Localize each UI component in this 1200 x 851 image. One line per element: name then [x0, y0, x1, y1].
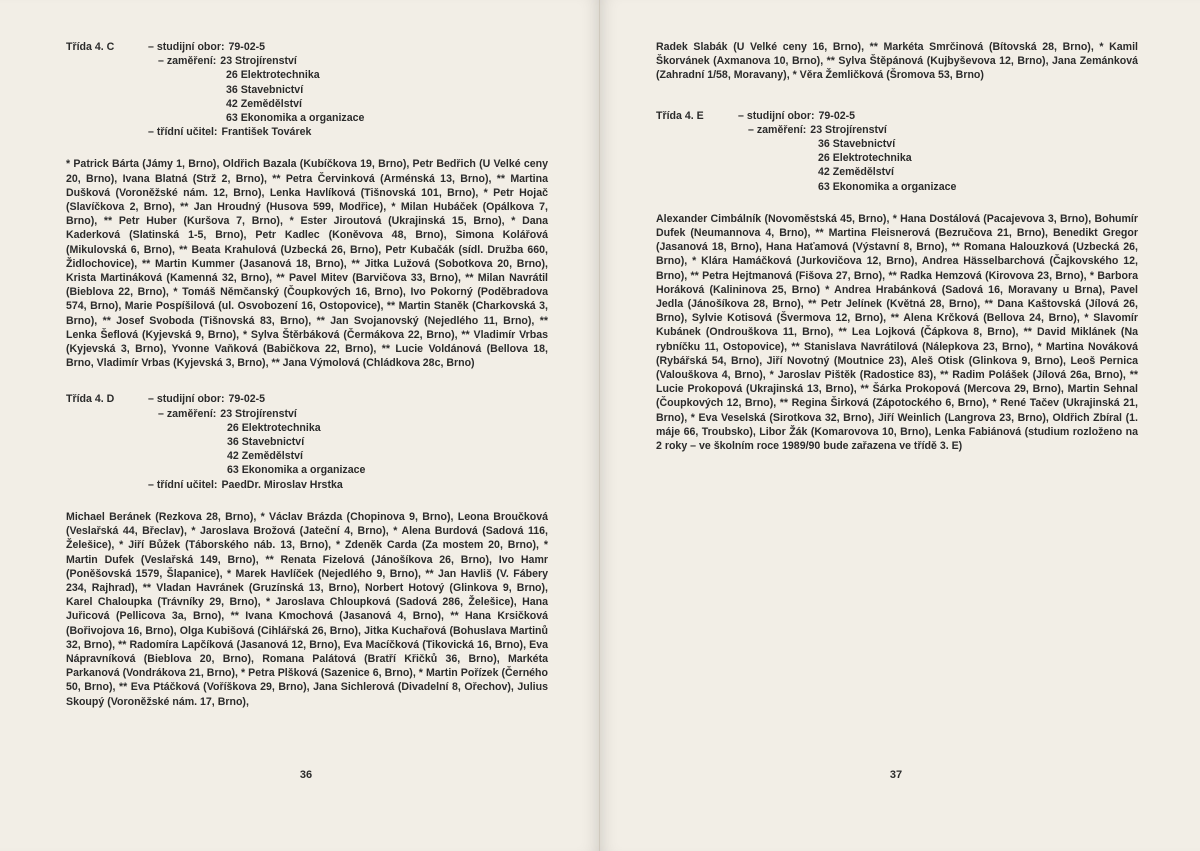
zamereni-row	[148, 407, 548, 421]
zamereni-key: – zaměření:	[748, 123, 807, 136]
obor-key: – studijní obor:	[148, 393, 225, 406]
ucitel-value: PaedDr. Miroslav Hrstka	[221, 478, 343, 491]
zamereni-value-2: 26 Elektrotechnika	[226, 69, 320, 82]
zamereni-value-5: 63 Ekonomika a organizace	[818, 180, 957, 193]
zamereni-key: – zaměření:	[158, 407, 217, 420]
zamereni-value-4: 42 Zemědělství	[227, 450, 303, 463]
obor-value: 79-02-5	[228, 41, 266, 53]
right-page	[600, 0, 1200, 851]
zamereni-key: – zaměření:	[158, 55, 217, 68]
obor-row	[148, 40, 548, 54]
obor-row	[738, 109, 1138, 123]
left-page-content	[66, 40, 548, 731]
zamereni-value-3: 26 Elektrotechnika	[818, 152, 912, 165]
right-page-content	[656, 40, 1138, 475]
class-4c-header	[66, 40, 548, 139]
zamereni-value-5: 63 Ekonomika a organizace	[226, 112, 365, 125]
zamereni-value-4: 42 Zemědělství	[226, 97, 302, 110]
ucitel-key: – třídní učitel:	[148, 478, 218, 491]
page-number: 36	[299, 769, 313, 781]
class-4d-student-list: Michael Beránek (Rezkova 28, Brno), * Václav Brázda (Chopinova 9, Brno), Leona Broučková (Veslařská 44, Břeclav), * Jaroslava Brožová (Jateční 4, Brno), * Alena Burdová (Sadová 116, Želešice), * Jiří Bůžek (Táborského náb. 13, Brno), * Zdeněk Carda (Za mostem 20, Brno), * Martin Dufek (Veslařská 149, Brno), ** Renata Fizelová (Jánošíkova 26, Brno), Ivo Hamr (Poněšovská 1579, Šlapanice), * Marek Havlíček (Nejedlého 9, Brno), ** Jan Havliš (V. Fábery 234, Rajhrad), ** Vladan Havránek (Gruzínská 13, Brno), Norbert Hotový (Glinkova 9, Brno), Karel Chaloupka (Trávníky 29, Brno), * Jaroslava Chloupková (Sadová 286, Želešice), Hana Juřicová (Pellicova 3a, Brno), ** Ivana Kmochová (Jasanová 4, Brno), ** Hana Krsičková (Bořivojova 16, Brno), Olga Kubišová (Cihlářská 26, Brno), Jitka Kuchařová (Bohuslava Martinů 32, Brno), ** Radomíra Lapčíková (Jasanová 12, Brno), Eva Macíčková (Tikovická 16, Brno), Eva Nápravníková (Bieblova 20, Brno), Romana Palátová (Bratří Křičků 36, Brno), Markéta Parkanová (Vondrákova 21, Brno), * Petra Plšková (Sazenice 6, Brno), * Martin Pořízek (Černého 50, Brno), ** Eva Ptáčková (Voříškova 29, Brno), Jana Sichlerová (Divadelní 8, Ořechov), Julius Skoupý (Voroněžské nám. 17, Brno),	[66, 510, 548, 708]
zamereni-value-2: 36 Stavebnictví	[818, 138, 896, 151]
zamereni-value-1: 23 Strojírenství	[810, 123, 887, 136]
class-4e-label: Třída 4. E	[656, 109, 704, 122]
class-4c-student-list: * Patrick Bárta (Jámy 1, Brno), Oldřich Bazala (Kubíčkova 19, Brno), Petr Bedřich (U Velké ceny 20, Brno), Ivana Blatná (Strž 2, Brno), ** Petra Červinková (Arménská 13, Brno), ** Martina Dušková (Voroněžské nám. 12, Brno), Lenka Havlíková (Tišnovská 101, Brno), * Petr Hojač (Slavíčkova 2, Brno), ** Jan Hroudný (Husova 599, Modřice), * Milan Hubáček (Opálkova 7, Brno), ** Petr Huber (Kuršova 7, Brno), * Ester Jiroutová (Ukrajinská 15, Brno), * Dana Kaderková (Slatinská 1-5, Brno), Petr Kadlec (Koněvova 48, Brno), Simona Kolářová (Mikulovská 6, Brno), ** Beata Krahulová (Uzbecká 26, Brno), Petr Kubačák (sídl. Družba 660, Židlochovice), ** Martin Kummer (Jasanová 18, Brno), ** Jitka Lužová (Sobotkova 20, Brno), Krista Martináková (Kamenná 32, Brno), ** Pavel Mitev (Barvičova 33, Brno), ** Milan Navrátil (Bieblova 22, Brno), * Tomáš Němčanský (Čoupkových 16, Brno), Ivo Pokorný (Poděbradova 574, Brno), Marie Pospíšilová (ul. Osvobození 16, Ostopovice), ** Martin Staněk (Charkovská 3, Brno), ** Josef Svoboda (Tišnovská 83, Brno), ** Jan Svojanovský (Nejedlého 11, Brno), ** Lenka Šeflová (Kyjevská 9, Brno), * Sylva Štěrbáková (Čermákova 22, Brno), ** Vladimír Vrbas (Kyjevská 3, Brno), Yvonne Vaňková (Babičkova 22, Brno), ** Lucie Voldánová (Bellova 18, Brno, Vladimír Vrbas (Kyjevská 3, Brno), ** Jana Výmolová (Chládkova 28c, Brno)	[66, 158, 548, 370]
zamereni-value-3: 36 Stavebnictví	[226, 83, 304, 96]
class-4d-label: Třída 4. D	[66, 393, 115, 406]
class-4d-fields	[148, 392, 548, 491]
obor-key: – studijní obor:	[738, 109, 815, 122]
zamereni-value-1: 23 Strojírenství	[220, 407, 297, 420]
obor-row	[148, 392, 548, 406]
class-4e-student-list: Alexander Cimbálník (Novoměstská 45, Brno), * Hana Dostálová (Pacajevova 3, Brno), Bohumír Dufek (Neumannova 4, Brno), ** Martina Fleisnerová (Bezručova 21, Brno), Benedikt Gregor (Jasanová 18, Brno), Hana Haťamová (Výstavní 8, Brno), ** Romana Halouzková (Uzbecká 26, Brno), * Klára Hamáčková (Jurkovičova 12, Brno), Andrea Hässelbarchová (Čajkovského 12, Brno), ** Petra Hejtmanová (Fišova 27, Brno), ** Radka Hemzová (Kirovova 23, Brno), * Barbora Horáková (Kalininova 25, Brno) * Andrea Hrabánková (Sadová 16, Moravany u Brna), Pavel Jedla (Jánošíkova 28, Brno), ** Petr Jelínek (Květná 28, Brno), ** Dana Kaštovská (Jílová 26, Brno), Sylvie Kotisová (Švermova 12, Brno), ** Alena Krčková (Bellova 24, Brno), * Slavomír Kubánek (Ondrouškova 11, Brno), ** Lea Lojková (Čápkova 8, Brno), ** David Miklánek (Na rybníčku 11, Ostopovice), ** Stanislava Navrátilová (Nálepkova 23, Brno), * Martina Nováková (Rybářská 54, Brno), Jiří Novotný (Moutnice 23), Aleš Otisk (Glinkova 9, Brno), Leoš Pernica (Valouškova 4, Brno), * Jaroslav Pištěk (Radostice 83), ** Radim Polášek (Jílová 26a, Brno), ** Lucie Prokopová (Ukrajinská 13, Brno), ** Šárka Prokopová (Mercova 29, Brno), Martin Sehnal (Čoupkových 12, Brno), ** Regina Širková (Zápotockého 6, Brno), * René Tačev (Ukrajinská 21, Brno), * Eva Veselská (Sirotkova 32, Brno), Jiří Weinlich (Langrova 23, Brno), Oldřich Zbíral (1. máje 66, Troubsko), Libor Žák (Komarovova 10, Brno), Lenka Fabiánová (studium rozloženo na 2 roky – ve školním roce 1989/90 bude zařazena ve třídě 3. E)	[656, 212, 1138, 453]
class-4e-header	[656, 109, 1138, 194]
class-4c-fields	[148, 40, 548, 139]
class-4d-continuation: Radek Slabák (U Velké ceny 16, Brno), ** Markéta Smrčinová (Bítovská 28, Brno), * Kamil Škorvánek (Axmanova 10, Brno), ** Sylva Štěpánová (Kujbyševova 12, Brno), Jana Zemánková (Zahradní 1/58, Moravany), * Věra Žemličková (Šromova 53, Brno)	[656, 41, 1138, 82]
ucitel-row	[148, 478, 548, 492]
ucitel-row	[148, 125, 548, 139]
zamereni-row	[148, 54, 548, 68]
zamereni-value-4: 42 Zemědělství	[818, 166, 894, 179]
class-4e-fields	[738, 109, 1138, 194]
zamereni-value-5: 63 Ekonomika a organizace	[227, 464, 366, 477]
zamereni-row	[738, 123, 1138, 137]
page-number: 37	[889, 769, 903, 781]
zamereni-value-2: 26 Elektrotechnika	[227, 421, 321, 434]
ucitel-key: – třídní učitel:	[148, 126, 218, 139]
zamereni-value-1: 23 Strojírenství	[220, 55, 297, 68]
obor-value: 79-02-5	[228, 393, 266, 406]
obor-value: 79-02-5	[818, 109, 856, 122]
obor-key: – studijní obor:	[148, 41, 225, 53]
class-4c-label: Třída 4. C	[66, 41, 115, 53]
ucitel-value: František Továrek	[221, 126, 312, 139]
class-4d-header	[66, 392, 548, 491]
zamereni-value-3: 36 Stavebnictví	[227, 436, 305, 449]
